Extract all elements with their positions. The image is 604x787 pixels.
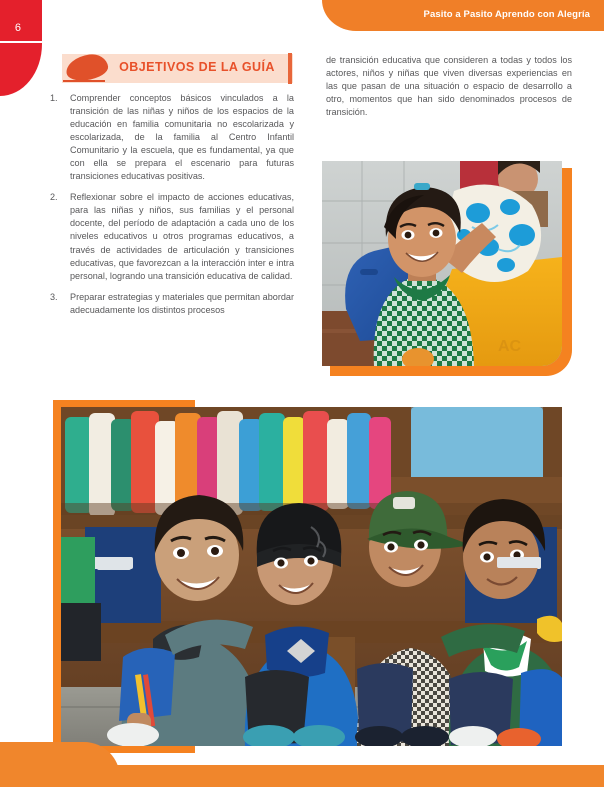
top-photo bbox=[322, 161, 562, 366]
list-item bbox=[48, 191, 294, 282]
list-item-marker: 3. bbox=[50, 291, 58, 302]
bottom-photo bbox=[61, 407, 562, 746]
list-item-marker: 2. bbox=[50, 192, 58, 203]
section-title: OBJETIVOS DE LA GUÍA bbox=[119, 60, 275, 74]
list-item-text: Reflexionar sobre el impacto de acciones educativas, para las niñas y niños, sus familias y el personal docente, del período de adaptación a cada uno de los niveles educativos u otros programas educativos, a través de actividades de articulación y transiciones educativas, que favorezcan a la interacción inter e intra personal, logrando una transición educativa de calidad. bbox=[70, 192, 294, 281]
objectives-list bbox=[48, 92, 294, 317]
paragraph: de transición educativa que consideren a todas y todos los actores, niños y niñas que viven diversas experiencias en las que pasan de una situación o espacio de desarrollo a otro, momentos que han sido denominados procesos de transición. bbox=[326, 55, 572, 118]
list-item-marker: 1. bbox=[50, 93, 58, 103]
list-item bbox=[48, 92, 294, 183]
page-tab-divider bbox=[0, 41, 42, 43]
top-photo-illustration bbox=[322, 161, 562, 366]
leaf-underline bbox=[63, 80, 105, 82]
page-number: 6 bbox=[14, 22, 22, 34]
page-number-tab bbox=[0, 0, 42, 96]
list-item-text: Comprender conceptos básicos vinculados a la transición de las niñas y niños de los espacios de la educación en familia comunitaria no escolarizada y escolarizada, de la familia al Centro Infantil Comunitario y la escuela, que es fundamental, ya que con ella se prepara el escenario para futuras transiciones educativas positivas. bbox=[70, 93, 294, 182]
header-title: Pasito a Pasito Aprendo con Alegría bbox=[423, 9, 590, 20]
list-item bbox=[48, 291, 294, 317]
bottom-photo-illustration bbox=[61, 407, 562, 746]
footer-bar-corner bbox=[0, 742, 120, 787]
svg-text:AC: AC bbox=[498, 338, 522, 355]
right-column-text bbox=[326, 54, 572, 119]
banner-end-bar bbox=[288, 53, 292, 84]
list-item-text: Preparar estrategias y materiales que permitan abordar adecuadamente los distintos procesos bbox=[70, 291, 294, 315]
